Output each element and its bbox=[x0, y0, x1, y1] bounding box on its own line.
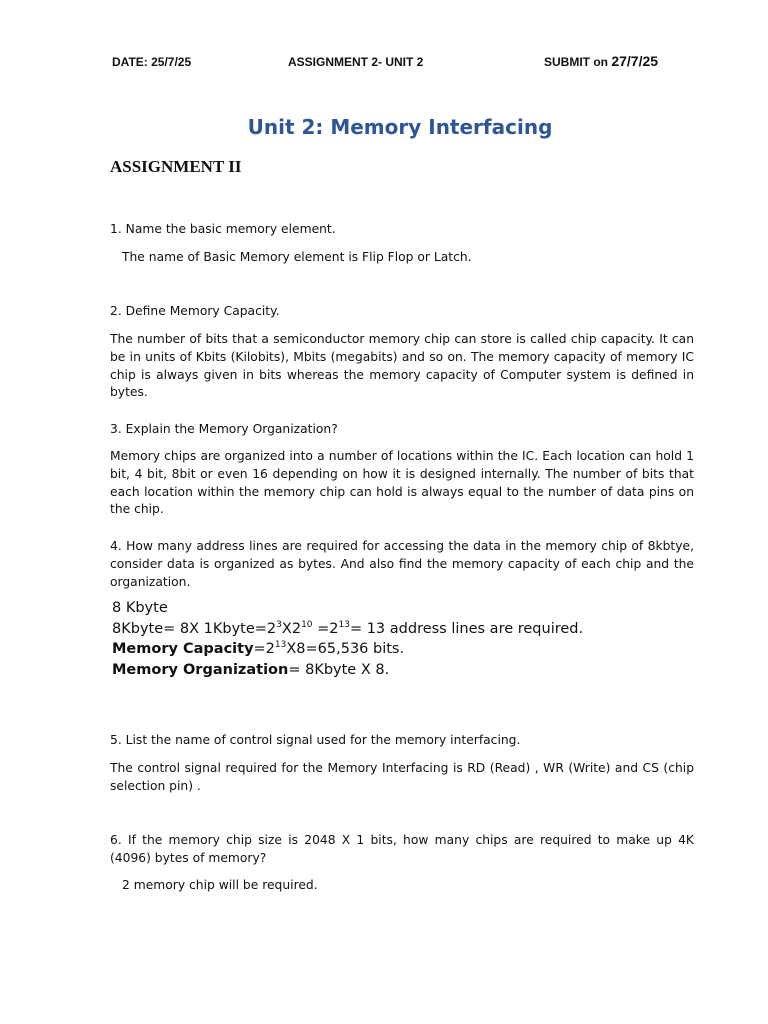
header-date: DATE: 25/7/25 bbox=[112, 55, 192, 69]
question-5: 5. List the name of control signal used for the memory interfacing. bbox=[110, 733, 521, 747]
question-6: 6. If the memory chip size is 2048 X 1 bits, how many chips are required to make up 4K (4096) bytes of memory? bbox=[110, 833, 694, 865]
question-2: 2. Define Memory Capacity. bbox=[110, 304, 280, 318]
header-assignment: ASSIGNMENT 2- UNIT 2 bbox=[288, 55, 424, 69]
answer-3: Memory chips are organized into a number of locations within the IC. Each location can hold 1 bit, 4 bit, 8bit or even 16 depending on how it is designed internally. The number of bits that each location within the memory chip can hold is always equal to the number of data pins on the chip. bbox=[110, 449, 694, 517]
calc-line-4: Memory Organization= 8Kbyte X 8. bbox=[112, 661, 390, 678]
header-submit bbox=[544, 53, 658, 69]
question-4: 4. How many address lines are required for accessing the data in the memory chip of 8kbtye, consider data is organized as bytes. And also find the memory capacity of each chip and the organization. bbox=[110, 539, 694, 589]
assignment-heading: ASSIGNMENT II bbox=[110, 157, 242, 176]
answer-6: 2 memory chip will be required. bbox=[122, 878, 318, 892]
answer-5: The control signal required for the Memory Interfacing is RD (Read) , WR (Write) and CS (chip selection pin) . bbox=[110, 761, 694, 793]
answer-4-calculation bbox=[112, 598, 712, 680]
submit-date: 27/7/25 bbox=[611, 53, 659, 69]
calc-line-3: Memory $Capacity=2^{13}X8=65,536$ bits. bbox=[112, 640, 405, 657]
page-title: Unit 2: Memory Interfacing bbox=[247, 115, 553, 139]
calc-line-2: 8Kbyte= 8X $1Kbyte=2^3X2^{10} =2^{13}= 13$ address lines are required. bbox=[112, 619, 584, 637]
submit-label: SUBMIT on bbox=[544, 55, 608, 69]
answer-2: The number of bits that a semiconductor memory chip can store is called chip capacity. It can be in units of Kbits (Kilobits), Mbits (megabits) and so on. The memory capacity of memory IC chip is always given in bits whereas the memory capacity of Computer system is defined in bytes. bbox=[110, 332, 694, 400]
calc-line-1: 8 Kbyte bbox=[112, 600, 168, 616]
question-3: 3. Explain the Memory Organization? bbox=[110, 422, 338, 436]
answer-1: The name of Basic Memory element is Flip Flop or Latch. bbox=[122, 250, 472, 264]
question-1: 1. Name the basic memory element. bbox=[110, 222, 336, 236]
